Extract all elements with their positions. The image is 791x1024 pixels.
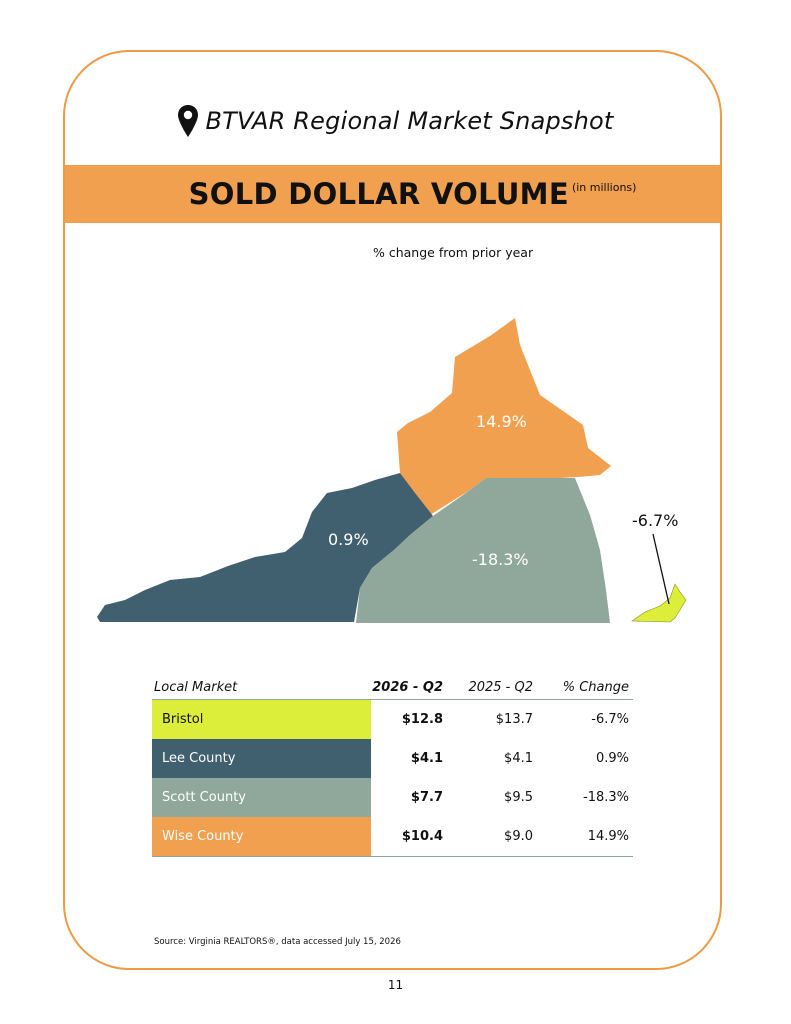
row-current-value: $7.7 [410,790,443,805]
header-percent-change: % Change [551,678,633,700]
table-row [152,700,633,740]
map-region-bristol [632,584,686,622]
banner-title: SOLD DOLLAR VOLUME [188,177,569,211]
map-label-bristol: -6.7% [632,511,679,530]
banner-unit: (in millions) [571,181,637,194]
row-market-name: Wise County [152,817,371,857]
table-row [152,739,633,778]
row-prior-value: $9.0 [461,817,551,857]
row-percent-change: -6.7% [591,712,629,727]
row-prior-value: $9.5 [504,790,533,805]
row-percent-change: 14.9% [551,817,633,857]
map-subtitle: % change from prior year [373,245,534,260]
row-prior-value: $4.1 [504,751,533,766]
map-label-lee: 0.9% [328,530,369,549]
header-current-quarter: 2026 - Q2 [371,678,461,700]
page-title: BTVAR Regional Market Snapshot [205,107,614,135]
market-table [152,678,633,857]
row-market-name: Bristol [152,700,371,740]
page-number: 11 [387,978,404,992]
callout-line [653,534,669,604]
row-market-name: Lee County [152,739,371,778]
table-row [152,817,633,857]
row-prior-value: $13.7 [495,712,533,727]
table-header-row [152,678,633,700]
row-current-value: $12.8 [401,712,443,727]
source-note: Source: Virginia REALTORS®, data accessed July 15, 2026 [154,937,401,947]
row-current-value: $4.1 [410,751,443,766]
header-prior-quarter: 2025 - Q2 [461,678,551,700]
row-percent-change: 0.9% [595,751,629,766]
header-local-market: Local Market [152,678,371,700]
row-current-value: $10.4 [371,817,461,857]
row-percent-change: -18.3% [583,790,629,805]
map-label-wise: 14.9% [476,412,527,431]
map-label-scott: -18.3% [472,550,529,569]
table-row [152,778,633,817]
row-market-name: Scott County [152,778,371,817]
